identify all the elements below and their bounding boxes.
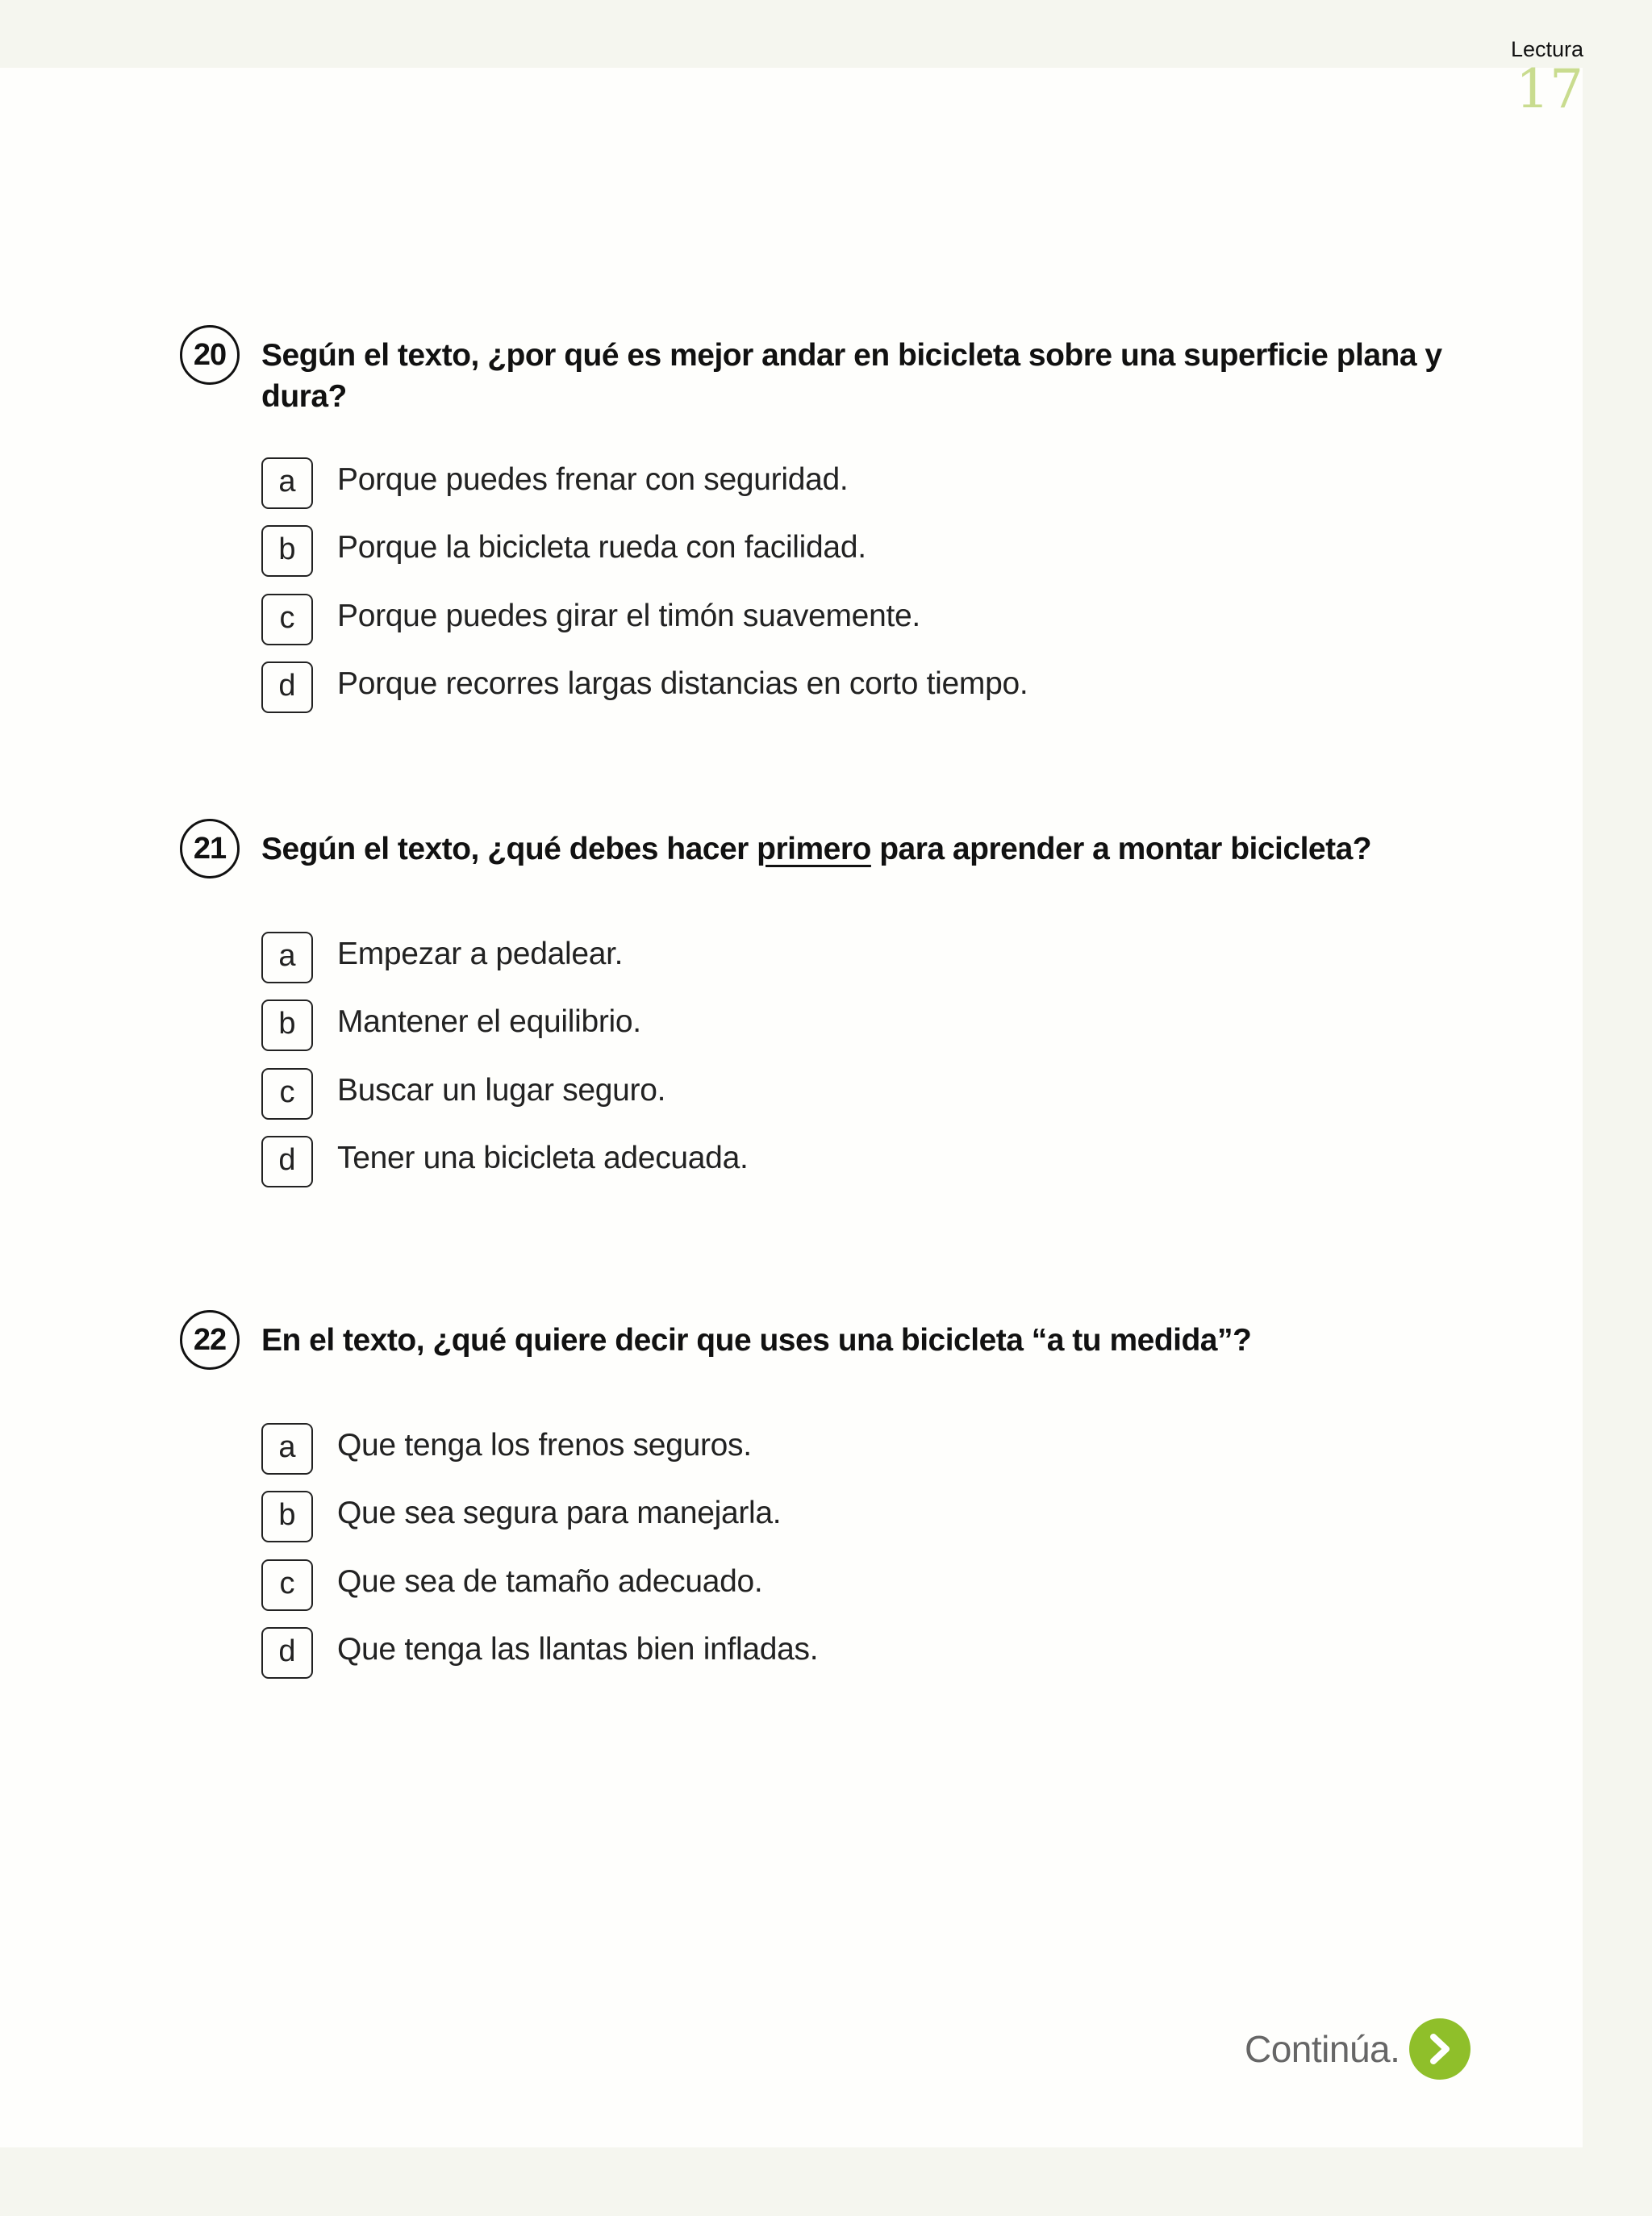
option-b[interactable]: [261, 999, 1229, 1051]
option-letter-box[interactable]: d: [261, 661, 313, 713]
option-letter-box[interactable]: a: [261, 1423, 313, 1475]
section-label: Lectura: [1510, 37, 1583, 61]
option-text: Empezar a pedalear.: [337, 937, 624, 971]
option-letter-box[interactable]: a: [261, 457, 313, 509]
option-text: Que sea segura para manejarla.: [337, 1496, 782, 1530]
option-text: Porque recorres largas distancias en corto tiempo.: [337, 666, 1028, 701]
option-letter-box[interactable]: a: [261, 932, 313, 983]
option-letter-box[interactable]: d: [261, 1136, 313, 1187]
option-text: Porque puedes girar el timón suavemente.: [337, 599, 920, 633]
option-a[interactable]: [261, 457, 1229, 509]
option-d[interactable]: [261, 1136, 1229, 1187]
option-a[interactable]: [261, 1423, 1229, 1475]
option-letter-box[interactable]: b: [261, 1491, 313, 1542]
option-letter-box[interactable]: b: [261, 999, 313, 1051]
option-text: Porque la bicicleta rueda con facilidad.: [337, 530, 866, 565]
page-number: 17: [1516, 58, 1583, 120]
option-a[interactable]: [261, 932, 1229, 983]
option-text: Porque puedes frenar con seguridad.: [337, 462, 849, 497]
option-c[interactable]: [261, 1068, 1229, 1120]
continue-label: Continúa.: [1245, 2028, 1400, 2070]
question-number: 21: [180, 819, 240, 878]
option-text: Buscar un lugar seguro.: [337, 1073, 666, 1108]
option-d[interactable]: [261, 1627, 1229, 1679]
question-number: 20: [180, 325, 240, 385]
option-letter-box[interactable]: c: [261, 1068, 313, 1120]
question-text: [261, 828, 1504, 870]
option-letter-box[interactable]: c: [261, 1559, 313, 1611]
option-b[interactable]: [261, 1491, 1229, 1542]
continue-button[interactable]: [1409, 2018, 1471, 2080]
option-c[interactable]: [261, 594, 1229, 645]
option-c[interactable]: [261, 1559, 1229, 1611]
continue-link[interactable]: [1245, 2018, 1471, 2080]
chevron-right-icon: [1421, 2030, 1458, 2068]
question-text-end: para aprender a montar bicicleta?: [870, 832, 1372, 866]
question-text: En el texto, ¿qué quiere decir que uses una bicicleta “a tu medida”?: [261, 1323, 1252, 1358]
option-text: Mantener el equilibrio.: [337, 1004, 641, 1039]
option-d[interactable]: [261, 661, 1229, 713]
option-text: Que tenga las llantas bien infladas.: [337, 1632, 819, 1667]
option-letter-box[interactable]: d: [261, 1627, 313, 1679]
question-number: 22: [180, 1310, 240, 1370]
option-b[interactable]: [261, 525, 1229, 577]
option-text: Que tenga los frenos seguros.: [337, 1428, 752, 1463]
question-emphasis: primero: [757, 832, 871, 866]
option-letter-box[interactable]: c: [261, 594, 313, 645]
question-text: Según el texto, ¿por qué es mejor andar en bicicleta sobre una superficie plana y dura?: [261, 338, 1442, 414]
option-letter-box[interactable]: b: [261, 525, 313, 577]
question-text-start: Según el texto, ¿qué debes hacer: [261, 832, 757, 866]
option-text: Tener una bicicleta adecuada.: [337, 1141, 749, 1175]
option-text: Que sea de tamaño adecuado.: [337, 1564, 763, 1599]
